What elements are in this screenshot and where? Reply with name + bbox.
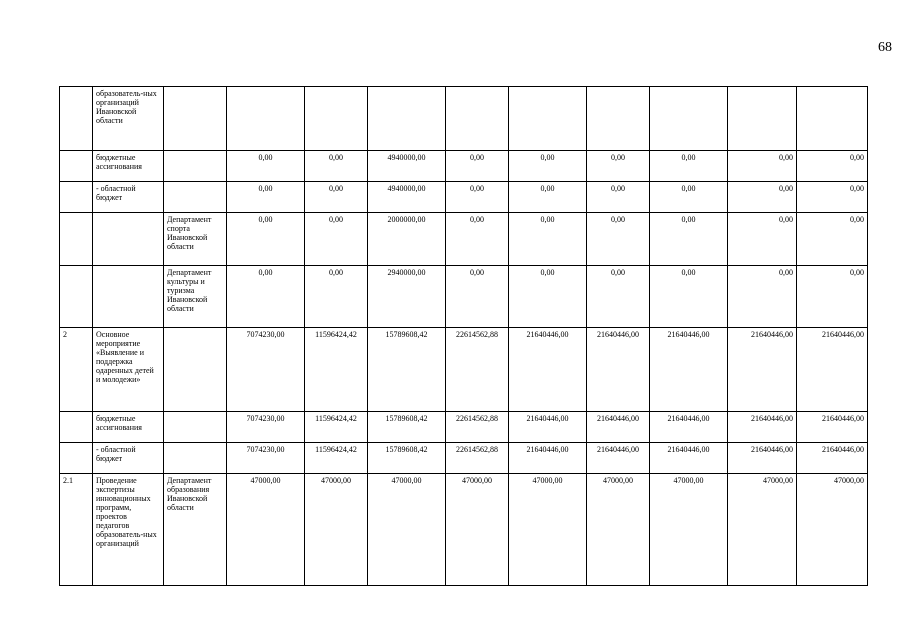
row-number-cell [60,87,93,151]
amount-cell: 0,00 [227,213,305,266]
row-number-cell [60,443,93,474]
amount-cell: 11596424,42 [305,443,368,474]
amount-cell [587,87,650,151]
amount-cell: 47000,00 [587,474,650,586]
amount-cell: 0,00 [587,151,650,182]
amount-cell: 21640446,00 [509,412,587,443]
amount-cell [728,87,797,151]
executor-cell [164,443,227,474]
amount-cell: 0,00 [650,213,728,266]
amount-cell: 47000,00 [446,474,509,586]
item-name-cell [93,213,164,266]
amount-cell [650,87,728,151]
amount-cell: 21640446,00 [587,443,650,474]
amount-cell: 21640446,00 [587,412,650,443]
amount-cell: 0,00 [446,182,509,213]
amount-cell: 47000,00 [368,474,446,586]
amount-cell: 11596424,42 [305,412,368,443]
table-row [60,266,868,328]
budget-table [59,86,868,586]
amount-cell: 0,00 [797,266,868,328]
amount-cell: 47000,00 [509,474,587,586]
table-row [60,213,868,266]
executor-cell: Департамент спорта Ивановской области [164,213,227,266]
row-number-cell: 2 [60,328,93,412]
table-row [60,443,868,474]
item-name-cell: - областной бюджет [93,182,164,213]
executor-cell [164,412,227,443]
amount-cell: 47000,00 [797,474,868,586]
amount-cell [305,87,368,151]
amount-cell: 47000,00 [650,474,728,586]
amount-cell: 15789608,42 [368,412,446,443]
row-number-cell: 2.1 [60,474,93,586]
table-body [60,87,868,586]
amount-cell: 0,00 [227,266,305,328]
executor-cell [164,151,227,182]
amount-cell: 7074230,00 [227,412,305,443]
amount-cell: 0,00 [227,151,305,182]
amount-cell: 0,00 [305,182,368,213]
amount-cell: 0,00 [305,151,368,182]
item-name-cell: образователь-ных организаций Ивановской области [93,87,164,151]
amount-cell [227,87,305,151]
table-row [60,328,868,412]
amount-cell: 0,00 [305,266,368,328]
item-name-cell: Проведение экспертизы инновационных программ, проектов педагогов образователь-ных организаций [93,474,164,586]
amount-cell: 21640446,00 [650,443,728,474]
amount-cell: 0,00 [587,182,650,213]
amount-cell: 0,00 [509,213,587,266]
row-number-cell [60,266,93,328]
amount-cell: 47000,00 [227,474,305,586]
amount-cell: 21640446,00 [797,443,868,474]
amount-cell: 22614562,88 [446,328,509,412]
item-name-cell: бюджетные ассигнования [93,412,164,443]
amount-cell: 21640446,00 [728,328,797,412]
amount-cell [509,87,587,151]
amount-cell: 0,00 [728,182,797,213]
amount-cell: 0,00 [305,213,368,266]
amount-cell: 2940000,00 [368,266,446,328]
amount-cell: 0,00 [650,266,728,328]
amount-cell: 0,00 [728,266,797,328]
amount-cell: 4940000,00 [368,151,446,182]
amount-cell: 47000,00 [305,474,368,586]
amount-cell: 0,00 [728,151,797,182]
amount-cell: 11596424,42 [305,328,368,412]
amount-cell: 21640446,00 [650,328,728,412]
amount-cell: 15789608,42 [368,328,446,412]
row-number-cell [60,213,93,266]
item-name-cell [93,266,164,328]
item-name-cell: Основное мероприятие «Выявление и поддержка одаренных детей и молодежи» [93,328,164,412]
amount-cell: 21640446,00 [509,443,587,474]
amount-cell: 0,00 [509,266,587,328]
amount-cell: 2000000,00 [368,213,446,266]
executor-cell: Департамент образования Ивановской области [164,474,227,586]
table-row [60,182,868,213]
amount-cell: 0,00 [587,213,650,266]
page-number: 68 [878,40,892,55]
amount-cell: 15789608,42 [368,443,446,474]
amount-cell: 22614562,88 [446,443,509,474]
executor-cell: Департамент культуры и туризма Ивановской области [164,266,227,328]
amount-cell: 21640446,00 [728,443,797,474]
item-name-cell: - областной бюджет [93,443,164,474]
executor-cell [164,87,227,151]
amount-cell: 22614562,88 [446,412,509,443]
amount-cell: 0,00 [227,182,305,213]
amount-cell: 47000,00 [728,474,797,586]
amount-cell: 21640446,00 [587,328,650,412]
amount-cell: 21640446,00 [728,412,797,443]
amount-cell: 0,00 [797,151,868,182]
amount-cell: 0,00 [509,151,587,182]
executor-cell [164,328,227,412]
table-row [60,87,868,151]
table-row [60,474,868,586]
amount-cell: 0,00 [509,182,587,213]
amount-cell: 21640446,00 [650,412,728,443]
amount-cell: 21640446,00 [797,412,868,443]
amount-cell: 0,00 [797,213,868,266]
row-number-cell [60,182,93,213]
amount-cell: 0,00 [446,266,509,328]
amount-cell [797,87,868,151]
row-number-cell [60,412,93,443]
table-row [60,151,868,182]
amount-cell: 0,00 [797,182,868,213]
amount-cell: 0,00 [446,151,509,182]
amount-cell: 0,00 [587,266,650,328]
amount-cell: 7074230,00 [227,443,305,474]
amount-cell: 4940000,00 [368,182,446,213]
item-name-cell: бюджетные ассигнования [93,151,164,182]
amount-cell [368,87,446,151]
amount-cell [446,87,509,151]
amount-cell: 21640446,00 [509,328,587,412]
amount-cell: 7074230,00 [227,328,305,412]
amount-cell: 0,00 [728,213,797,266]
amount-cell: 21640446,00 [797,328,868,412]
executor-cell [164,182,227,213]
row-number-cell [60,151,93,182]
table-row [60,412,868,443]
amount-cell: 0,00 [650,151,728,182]
amount-cell: 0,00 [650,182,728,213]
amount-cell: 0,00 [446,213,509,266]
